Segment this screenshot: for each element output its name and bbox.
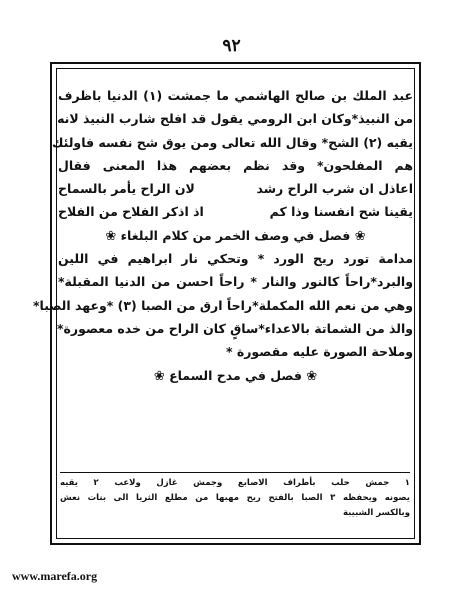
footnote-divider (60, 472, 410, 473)
verse-second-hemistich: لان الراح يأمر بالسماح (58, 181, 195, 197)
text-line: وملاحة الصورة عليه مقصورة * (225, 344, 413, 360)
footnotes (60, 476, 410, 521)
verse-second-hemistich: اذ اذكر الفلاح من الفلاح (58, 204, 204, 220)
section-heading-text: فصل في مدح السماع (169, 367, 302, 383)
flower-ornament-icon: ❀ (153, 368, 165, 384)
poem-verse (58, 177, 413, 200)
page-body (33, 84, 414, 387)
section-heading-text: فصل في وصف الخمر من كلام البلغاء (120, 227, 351, 243)
verse-first-hemistich: يقينا شح انفسنا وذا كم (269, 204, 413, 220)
section-heading (58, 224, 413, 247)
text-line: يقيه (٢) الشح* وقال الله تعالى ومن يوق شح نفسه فاولئك (52, 134, 413, 150)
text-line: والبرد*راحاً كالنور والنار * راحاً احسن من الدنيا المقبلة* (58, 274, 413, 290)
verse-first-hemistich: اعاذل ان شرب الراح رشد (256, 181, 413, 197)
text-line: والذ من الشماتة بالاعداء*ساقٍ كان الراح من خده معصورة* (57, 320, 413, 336)
text-line: مدامة تورد ريح الورد * وتحكي نار ابراهيم في اللين (58, 251, 413, 267)
text-line: من النبيذ*وكان ابن الرومي يقول قد افلح شارب النبيذ لانه (57, 111, 413, 127)
flower-ornament-icon: ❀ (306, 368, 318, 384)
section-heading (58, 364, 413, 387)
footnote-line: ١ جمش حلب بأطراف الاصابع وجمش غازل ولاعب ٢ يقيه (60, 478, 410, 488)
flower-ornament-icon: ❀ (354, 228, 366, 244)
footnote-line: يصونه ويحفظه ٣ الصبا بالفتح ريح مهبها من مطلع الثريا الى بنات نعش (60, 493, 410, 503)
flower-ornament-icon: ❀ (105, 228, 117, 244)
text-line: هم المفلحون* وقد نظم بعضهم هذا المعنى فقال (58, 157, 413, 173)
text-line: وهي من نعم الله المكملة*راحاً ارق من الصبا (٣) *وعهد الصبا* (33, 297, 413, 313)
poem-verse (58, 200, 413, 223)
watermark: www.marefa.org (12, 569, 98, 583)
page-number: ٩٢ (222, 36, 241, 56)
footnote-line: وبالكسر الشبيبة (342, 508, 410, 518)
text-line: عبد الملك بن صالح الهاشمي ما جمشت (١) الدنيا باظرف (58, 88, 414, 103)
